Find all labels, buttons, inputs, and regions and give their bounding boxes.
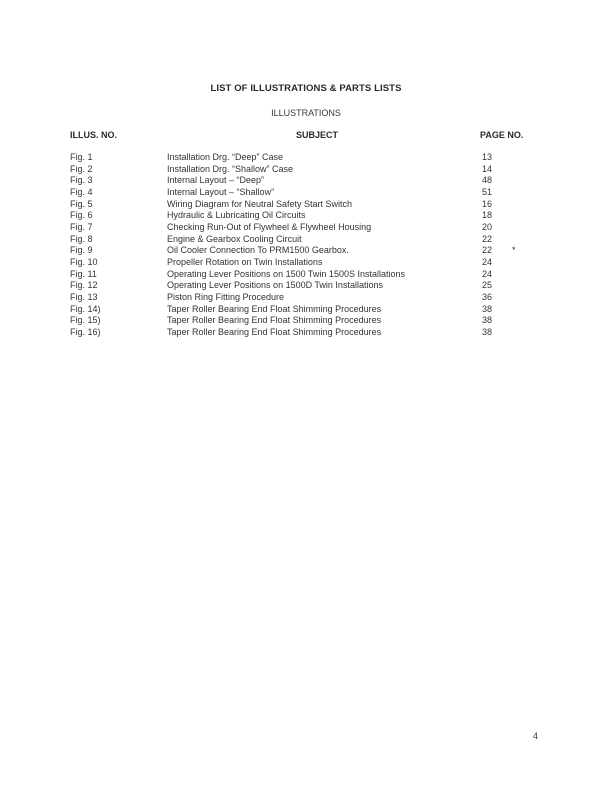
figure-number: Fig. 10 xyxy=(70,256,98,267)
illustrations-table xyxy=(70,152,550,339)
figure-subject: Installation Drg. “Deep” Case xyxy=(167,152,284,162)
figure-page-number: 22 xyxy=(482,245,493,256)
figure-note-asterisk xyxy=(512,257,550,269)
figure-number: Fig. 16) xyxy=(70,326,101,337)
figure-page-number: 18 xyxy=(482,210,493,221)
figure-page-number: 24 xyxy=(482,256,493,267)
table-header-row xyxy=(0,130,612,142)
table-row xyxy=(70,199,550,211)
header-subject: SUBJECT xyxy=(295,130,338,140)
figure-subject: Engine & Gearbox Cooling Circuit xyxy=(167,233,302,244)
figure-number: Fig. 5 xyxy=(70,198,93,209)
figure-subject: Internal Layout – “Deep” xyxy=(167,175,265,186)
table-row xyxy=(70,152,550,164)
figure-subject: Taper Roller Bearing End Float Shimming Procedures xyxy=(167,326,382,337)
figure-note-asterisk xyxy=(512,222,550,234)
figure-subject: Hydraulic & Lubricating Oil Circuits xyxy=(167,210,306,221)
figure-subject: Operating Lever Positions on 1500 Twin 1500S Installations xyxy=(167,268,405,279)
figure-number: Fig. 1 xyxy=(70,152,93,162)
figure-page-number: 22 xyxy=(482,233,493,244)
figure-page-number: 14 xyxy=(482,163,493,174)
figure-page-number: 25 xyxy=(482,280,493,291)
figure-subject: Taper Roller Bearing End Float Shimming Procedures xyxy=(167,315,382,326)
table-row xyxy=(70,292,550,304)
figure-note-asterisk xyxy=(512,315,550,327)
figure-number: Fig. 8 xyxy=(70,233,93,244)
table-row xyxy=(70,210,550,222)
figure-subject: Operating Lever Positions on 1500D Twin Installations xyxy=(167,280,383,291)
figure-page-number: 20 xyxy=(482,221,493,232)
figure-note-asterisk xyxy=(512,175,550,187)
figure-note-asterisk xyxy=(512,164,550,176)
header-illus-no: ILLUS. NO. xyxy=(70,130,117,140)
table-row xyxy=(70,245,550,257)
figure-note-asterisk xyxy=(512,280,550,292)
table-row xyxy=(70,222,550,234)
table-row xyxy=(70,257,550,269)
figure-note-asterisk xyxy=(512,327,550,339)
figure-note-asterisk xyxy=(512,199,550,211)
figure-note-asterisk: * xyxy=(512,245,516,256)
table-row xyxy=(70,304,550,316)
table-row xyxy=(70,327,550,339)
figure-number: Fig. 12 xyxy=(70,280,98,291)
figure-subject: Checking Run-Out of Flywheel & Flywheel Housing xyxy=(167,221,372,232)
figure-number: Fig. 15) xyxy=(70,315,101,326)
figure-page-number: 38 xyxy=(482,326,493,337)
figure-page-number: 36 xyxy=(482,291,493,302)
figure-page-number: 38 xyxy=(482,315,493,326)
header-page-no: PAGE NO. xyxy=(480,130,524,140)
figure-note-asterisk xyxy=(512,304,550,316)
table-row xyxy=(70,315,550,327)
figure-number: Fig. 13 xyxy=(70,291,98,302)
figure-page-number: 51 xyxy=(482,186,493,197)
figure-note-asterisk xyxy=(512,187,550,199)
figure-page-number: 48 xyxy=(482,175,493,186)
figure-subject: Wiring Diagram for Neutral Safety Start Switch xyxy=(167,198,353,209)
table-row xyxy=(70,269,550,281)
figure-note-asterisk xyxy=(512,269,550,281)
figure-number: Fig. 14) xyxy=(70,303,101,314)
figure-subject: Installation Drg. “Shallow” Case xyxy=(167,163,294,174)
figure-page-number: 16 xyxy=(482,198,493,209)
section-subtitle: ILLUSTRATIONS xyxy=(271,108,341,118)
page-title: LIST OF ILLUSTRATIONS & PARTS LISTS xyxy=(210,83,402,94)
figure-subject: Oil Cooler Connection To PRM1500 Gearbox. xyxy=(167,245,349,256)
table-row xyxy=(70,280,550,292)
page-number: 4 xyxy=(533,731,539,741)
figure-page-number: 38 xyxy=(482,303,493,314)
table-row xyxy=(70,164,550,176)
figure-number: Fig. 7 xyxy=(70,221,93,232)
figure-note-asterisk xyxy=(512,152,550,164)
figure-number: Fig. 4 xyxy=(70,186,93,197)
figure-number: Fig. 9 xyxy=(70,245,93,256)
figure-subject: Piston Ring Fitting Procedure xyxy=(167,291,285,302)
figure-note-asterisk xyxy=(512,234,550,246)
figure-number: Fig. 6 xyxy=(70,210,93,221)
figure-page-number: 24 xyxy=(482,268,493,279)
figure-number: Fig. 2 xyxy=(70,163,93,174)
figure-note-asterisk xyxy=(512,210,550,222)
table-row xyxy=(70,187,550,199)
figure-number: Fig. 3 xyxy=(70,175,93,186)
figure-page-number: 13 xyxy=(482,152,493,162)
figure-note-asterisk xyxy=(512,292,550,304)
figure-subject: Internal Layout – “Shallow” xyxy=(167,186,275,197)
figure-number: Fig. 11 xyxy=(70,268,97,279)
table-row xyxy=(70,175,550,187)
figure-subject: Taper Roller Bearing End Float Shimming Procedures xyxy=(167,303,382,314)
table-row xyxy=(70,234,550,246)
figure-subject: Propeller Rotation on Twin Installations xyxy=(167,256,323,267)
